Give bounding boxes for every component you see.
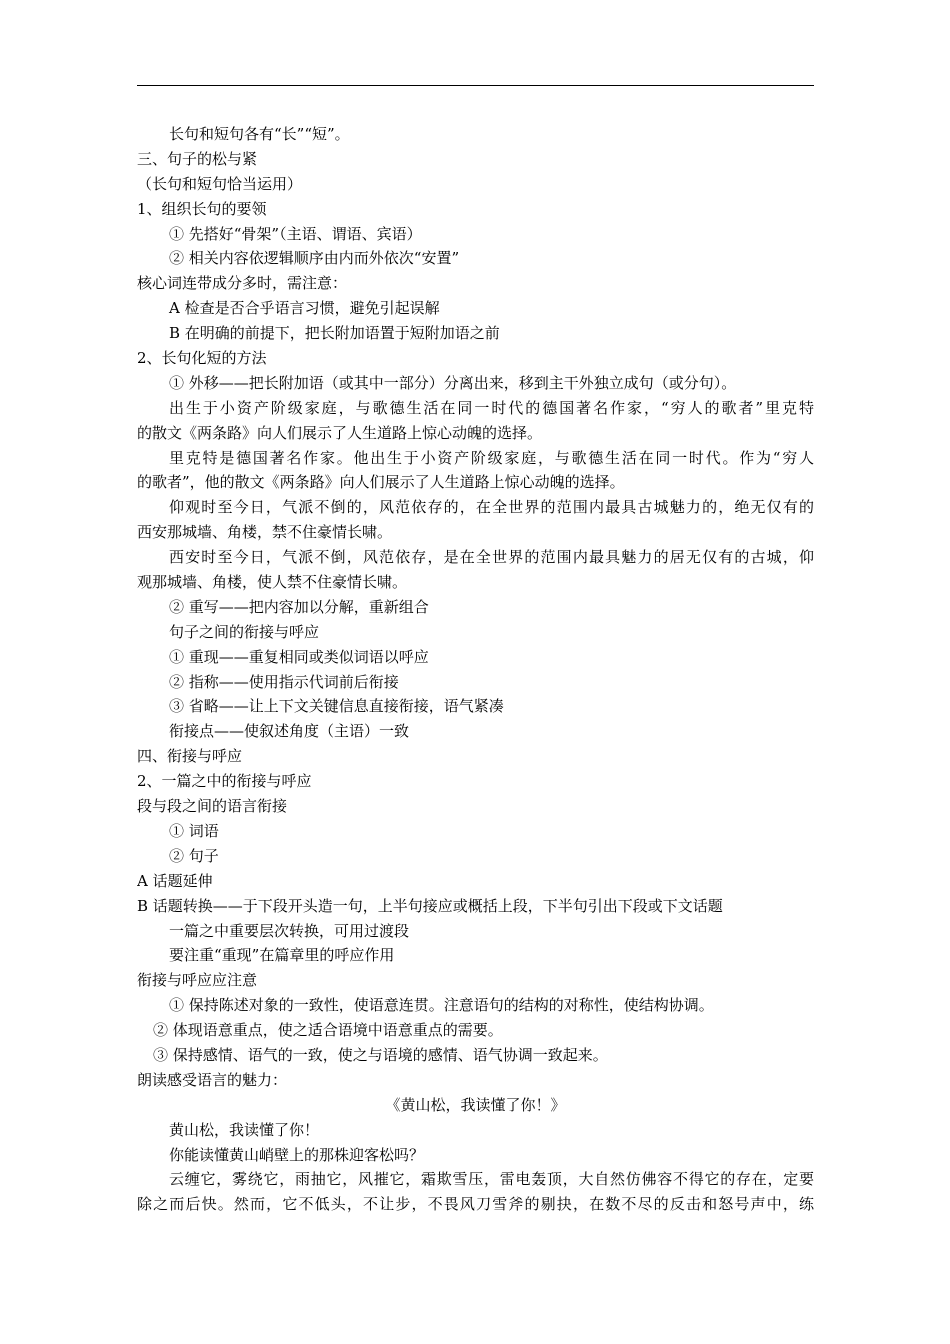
header-rule	[137, 85, 814, 86]
text-line: B 话题转换——于下段开头造一句，上半句接应或概括上段，下半句引出下段或下文话题	[137, 896, 723, 915]
text-line: ① 保持陈述对象的一致性，使语意连贯。注意语句的结构的对称性，使结构协调。	[169, 996, 714, 1015]
text-line: 的散文《两条路》向人们展示了人生道路上惊心动魄的选择。	[137, 423, 543, 442]
text-line: A 检查是否合乎语言习惯，避免引起误解	[169, 299, 440, 318]
text-line: 要注重“重现”在篇章里的呼应作用	[169, 946, 395, 965]
subheading: 1、组织长句的要领	[137, 199, 267, 218]
text-line: 核心词连带成分多时，需注意：	[137, 274, 348, 293]
text-line: ② 相关内容依逻辑顺序由内而外依次“安置”	[169, 249, 460, 268]
text-line: ② 指称——使用指示代词前后衔接	[169, 672, 399, 691]
text-line: 云缠它，雾绕它，雨抽它，风摧它，霜欺雪压，雷电轰顶，大自然仿佛容不得它的存在，定要	[169, 1170, 814, 1189]
text-line: 西安时至今日，气派不倒，风范依存，是在全世界的范围内最具魅力的居无仅有的古城，仰	[169, 548, 814, 567]
text-line: ① 先搭好“骨架”（主语、谓语、宾语）	[169, 224, 422, 243]
text-line: 除之而后快。然而，它不低头，不让步，不畏风刀雪斧的剔抉，在数不尽的反击和怒号声中，练	[137, 1195, 814, 1214]
text-line: 黄山松，我读懂了你！	[169, 1120, 320, 1139]
text-line: 里克特是德国著名作家。他出生于小资产阶级家庭，与歌德生活在同一时代。作为“穷人	[169, 448, 814, 467]
text-line: 仰观时至今日，气派不倒的，风范依存的，在全世界的范围内最具古城魅力的，绝无仅有的	[169, 498, 814, 517]
text-line: ① 重现——重复相同或类似词语以呼应	[169, 647, 429, 666]
text-line: ② 句子	[169, 846, 219, 865]
text-line: ② 重写——把内容加以分解，重新组合	[169, 597, 429, 616]
text-line: ③ 保持感情、语气的一致，使之与语境的感情、语气协调一致起来。	[153, 1045, 608, 1064]
document-body	[137, 122, 814, 1217]
text-line: 段与段之间的语言衔接	[137, 797, 288, 816]
subheading: 2、一篇之中的衔接与呼应	[137, 772, 312, 791]
text-line: 朗读感受语言的魅力：	[137, 1070, 288, 1089]
text-line: ① 词语	[169, 821, 219, 840]
text-line: ① 外移——把长附加语（或其中一部分）分离出来，移到主干外独立成句（或分句）。	[169, 373, 737, 392]
text-line: 出生于小资产阶级家庭，与歌德生活在同一时代的德国著名作家，“穷人的歌者”里克特	[169, 398, 814, 417]
subheading: 2、长句化短的方法	[137, 349, 267, 368]
text-line: 西安那城墙、角楼，禁不住豪情长啸。	[137, 523, 393, 542]
text-line: （长句和短句恰当运用）	[137, 174, 303, 193]
text-line: 观那城墙、角楼，使人禁不住豪情长啸。	[137, 573, 408, 592]
text-line: 的歌者”，他的散文《两条路》向人们展示了人生道路上惊心动魄的选择。	[137, 473, 625, 492]
text-line: A 话题延伸	[137, 871, 213, 890]
text-line: 一篇之中重要层次转换，可用过渡段	[169, 921, 410, 940]
text-line: 衔接点——使叙述角度（主语）一致	[169, 722, 410, 741]
text-line: ② 体现语意重点，使之适合语境中语意重点的需要。	[153, 1021, 503, 1040]
text-line: ③ 省略——让上下文关键信息直接衔接，语气紧凑	[169, 697, 504, 716]
section-heading: 四、衔接与呼应	[137, 747, 243, 766]
text-line: B 在明确的前提下，把长附加语置于短附加语之前	[169, 324, 500, 343]
text-line: 句子之间的衔接与呼应	[169, 622, 320, 641]
text-line: 长句和短句各有“长”“短”。	[169, 125, 350, 143]
text-line: 衔接与呼应应注意	[137, 971, 258, 990]
section-heading: 三、句子的松与紧	[137, 149, 258, 168]
essay-title: 《黄山松，我读懂了你！》	[385, 1095, 566, 1114]
text-line: 你能读懂黄山峭壁上的那株迎客松吗？	[169, 1145, 425, 1164]
